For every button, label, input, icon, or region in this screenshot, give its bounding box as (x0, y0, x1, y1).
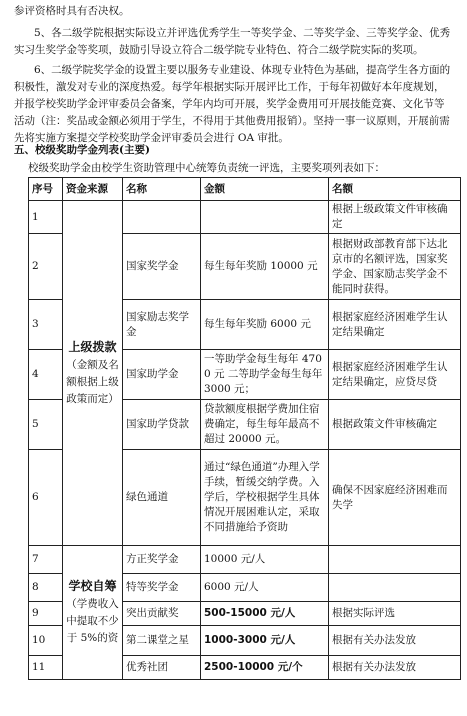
cell-name: 特等奖学金 (123, 574, 201, 602)
cell-amount: 通过“绿色通道”办理入学手续，暂缓交纳学费。入学后，学校根据学生具体情况开展困难认定，采取不同措施给予资助 (201, 450, 329, 546)
cell-quota: 根据有关办法发放 (329, 656, 461, 680)
paragraph-top: 参评资格时具有否决权。 (14, 5, 130, 17)
source-self-note: （学费收入中提取不少于 5%的资 (66, 598, 119, 644)
cell-quota (329, 546, 461, 574)
paragraph-6: 6、二级学院奖学金的设置主要以服务专业建设、体现专业特色为基础，提高学生各方面的积极性，激发对专业的深度热爱。每学年根据实际开展评比工作，于每年初做好本年度规划，并报学校奖助学金评审委员会备案，学年内均可开展，奖学金费用可开展技能竞赛、文化节等活动（注：奖品或金额必须用于学生，不得用于其他费用报销）。坚持一事一议原则，开展前需先将实施方案提交学校奖助学金评审委员会进行 OA 审批。 (14, 64, 451, 144)
cell-quota: 根据有关办法发放 (329, 626, 461, 656)
header-amount: 金额 (201, 178, 329, 201)
cell-no: 11 (29, 656, 63, 680)
header-name: 名称 (123, 178, 201, 201)
source-allocated-label: 上级拨款 (68, 339, 117, 354)
cell-name: 国家励志奖学金 (123, 300, 201, 350)
section-intro: 校级奖助学金由校学生资助管理中心统筹负责统一评选，主要奖项列表如下： (28, 162, 385, 174)
cell-amount: 一等助学金每生每年 4700 元 二等助学金每生每年 3000 元； (201, 350, 329, 400)
table-row (29, 546, 461, 574)
cell-name: 第二课堂之星 (123, 626, 201, 656)
section-title: 五、校级奖助学金列表(主要) (14, 144, 150, 156)
table-row (29, 201, 461, 234)
cell-no: 1 (29, 201, 63, 234)
cell-quota: 根据实际评选 (329, 602, 461, 626)
cell-quota: 确保不因家庭经济困难而失学 (329, 450, 461, 546)
cell-quota: 根据政策文件审核确定 (329, 400, 461, 450)
cell-name (123, 201, 201, 234)
source-self-label: 学校自筹 (68, 579, 117, 593)
cell-amount (201, 201, 329, 234)
table-header-row (29, 178, 461, 201)
cell-amount: 每生每年奖励 6000 元 (201, 300, 329, 350)
cell-no: 6 (29, 450, 63, 546)
source-allocated-note: （金额及名额根据上级政策而定） (66, 358, 119, 405)
header-source: 资金来源 (63, 178, 123, 201)
cell-name: 绿色通道 (123, 450, 201, 546)
source-group-allocated (63, 201, 123, 546)
cell-name: 国家助学金 (123, 350, 201, 400)
cell-name: 国家奖学金 (123, 234, 201, 300)
cell-name: 国家助学贷款 (123, 400, 201, 450)
cell-quota: 根据上级政策文件审核确定 (329, 201, 461, 234)
cell-amount: 1000-3000 元/人 (201, 626, 329, 656)
cell-name: 突出贡献奖 (123, 602, 201, 626)
cell-quota: 根据财政部教育部下达北京市的名额评选，国家奖学金、国家励志奖学金不能同时获得。 (329, 234, 461, 300)
cell-amount: 6000 元/人 (201, 574, 329, 602)
header-no: 序号 (29, 178, 63, 201)
header-quota: 名额 (329, 178, 461, 201)
cell-amount: 2500-10000 元/个 (201, 656, 329, 680)
cell-amount: 每生每年奖励 10000 元 (201, 234, 329, 300)
cell-name: 优秀社团 (123, 656, 201, 680)
source-group-self-funded (63, 546, 123, 680)
scholarship-table (28, 177, 461, 680)
cell-no: 10 (29, 626, 63, 656)
cell-no: 3 (29, 300, 63, 350)
cell-no: 5 (29, 400, 63, 450)
cell-no: 2 (29, 234, 63, 300)
cell-amount: 贷款额度根据学费加住宿费确定，每生每年最高不超过 20000 元。 (201, 400, 329, 450)
cell-quota: 根据家庭经济困难学生认定结果确定 (329, 300, 461, 350)
cell-amount: 10000 元/人 (201, 546, 329, 574)
cell-quota: 根据家庭经济困难学生认定结果确定，应贷尽贷 (329, 350, 461, 400)
cell-no: 4 (29, 350, 63, 400)
cell-name: 方正奖学金 (123, 546, 201, 574)
cell-no: 9 (29, 602, 63, 626)
cell-no: 7 (29, 546, 63, 574)
cell-no: 8 (29, 574, 63, 602)
cell-amount: 500-15000 元/人 (201, 602, 329, 626)
cell-quota (329, 574, 461, 602)
paragraph-5: 5、各二级学院根据实际设立并评选优秀学生一等奖学金、二等奖学金、三等奖学金、优秀实习生奖学金等奖项，鼓励引导设立符合二级学院专业特色、符合二级学院实际的奖项。 (14, 27, 451, 56)
